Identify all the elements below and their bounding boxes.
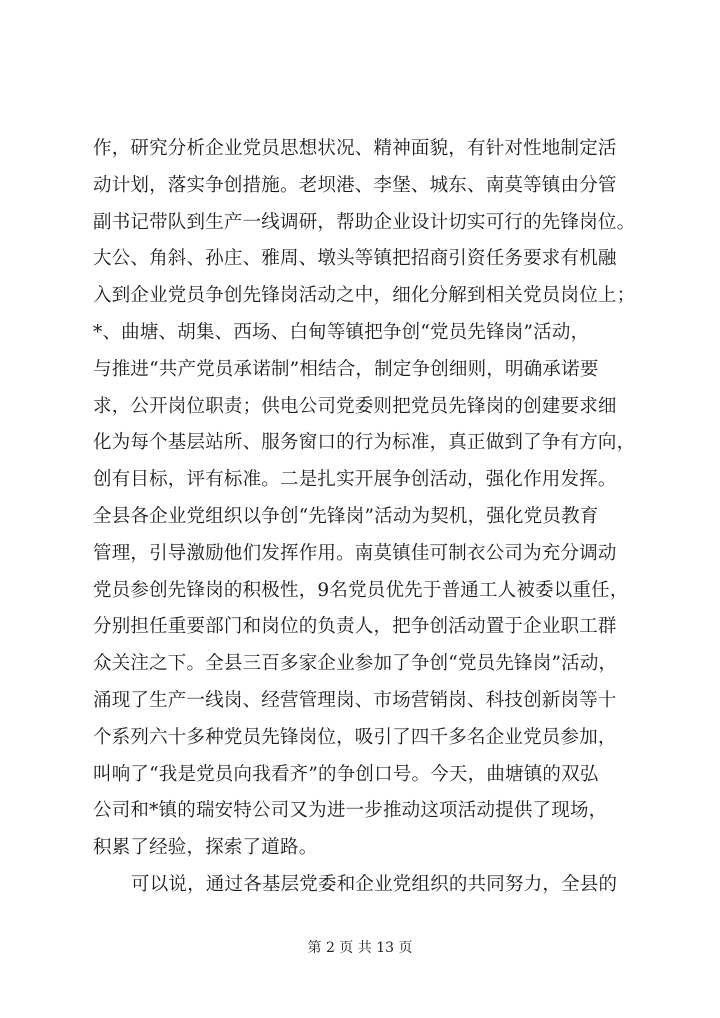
page-number-footer: 第 2 页 共 13 页 <box>307 940 413 956</box>
text-line: 全县各企业党组织以争创“先锋岗”活动为契机，强化党员教育 <box>93 505 599 527</box>
text-line: 化为每个基层站所、服务窗口的行为标准，真正做到了争有方向， <box>93 432 636 454</box>
text-line: 与推进“共产党员承诺制”相结合，制定争创细则，明确承诺要 <box>93 358 599 380</box>
text-line: 分别担任重要部门和岗位的负责人，把争创活动置于企业职工群 <box>93 616 617 638</box>
text-line: 求，公开岗位职责；供电公司党委则把党员先锋岗的创建要求细 <box>93 395 617 417</box>
text-line: 创有目标，评有标准。二是扎实开展争创活动，强化作用发挥。 <box>93 469 617 491</box>
paragraph-first-line: 可以说，通过各基层党委和企业党组织的共同努力，全县的 <box>131 873 618 895</box>
text-line: 众关注之下。全县三百多家企业参加了争创“党员先锋岗”活动， <box>93 653 618 675</box>
text-line: 积累了经验，探索了道路。 <box>93 837 318 859</box>
text-line: 涌现了生产一线岗、经营管理岗、市场营销岗、科技创新岗等十 <box>93 689 617 711</box>
text-line: 作，研究分析企业党员思想状况、精神面貌，有针对性地制定活 <box>93 138 617 159</box>
text-line: 公司和*镇的瑞安特公司又为进一步推动这项活动提供了现场， <box>93 800 608 822</box>
text-line: *、曲塘、胡集、西场、白甸等镇把争创“党员先锋岗”活动， <box>93 321 590 343</box>
text-line: 个系列六十多种党员先锋岗位，吸引了四千多名企业党员参加， <box>93 726 617 748</box>
text-line: 副书记带队到生产一线调研，帮助企业设计切实可行的先锋岗位。 <box>93 211 636 233</box>
text-line: 叫响了“我是党员向我看齐”的争创口号。今天，曲塘镇的双弘 <box>93 763 599 785</box>
text-line: 动计划，落实争创措施。老坝港、李堡、城东、南莫等镇由分管 <box>93 174 617 196</box>
text-line: 党员参创先锋岗的积极性，9名党员优先于普通工人被委以重任， <box>93 579 629 601</box>
text-line: 入到企业党员争创先锋岗活动之中，细化分解到相关党员岗位上； <box>93 285 636 307</box>
text-line: 管理，引导激励他们发挥作用。南莫镇佳可制衣公司为充分调动 <box>93 542 617 564</box>
body-text <box>93 131 653 904</box>
text-line: 大公、角斜、孙庄、雅周、墩头等镇把招商引资任务要求有机融 <box>93 248 617 270</box>
